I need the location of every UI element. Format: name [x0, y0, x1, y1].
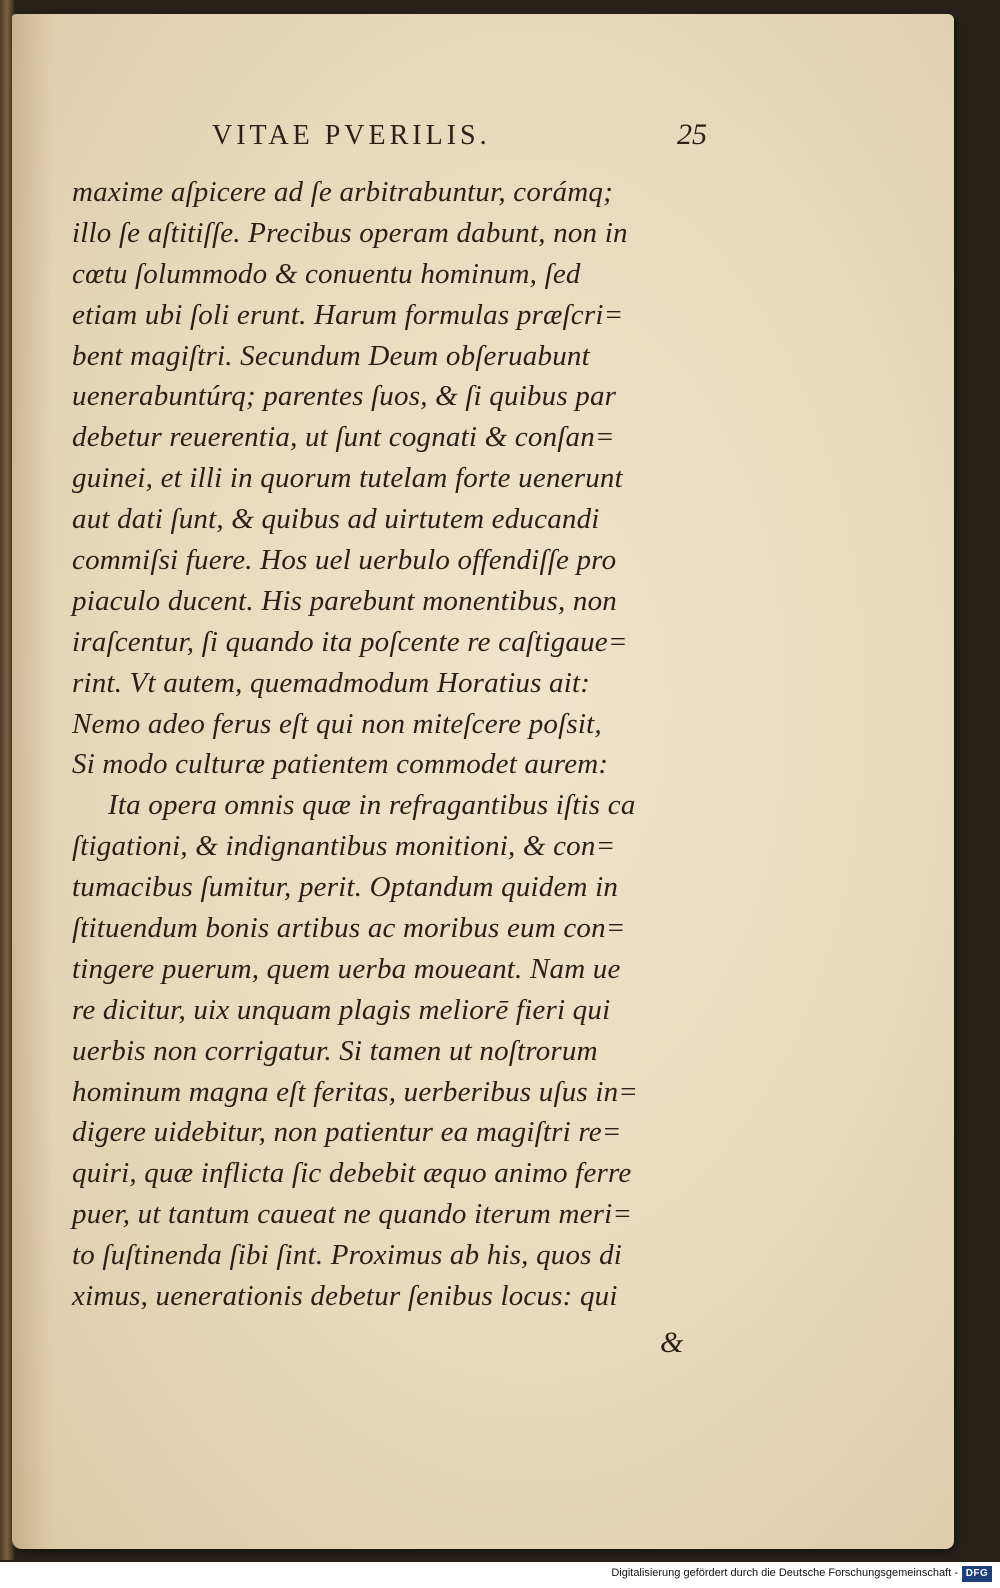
text-line: illo ſe aſtitiſſe. Precibus operam dabunt, non in — [72, 216, 628, 249]
book-page — [12, 14, 954, 1549]
page-number: 25 — [677, 118, 707, 151]
text-line: re dicitur, uix unquam plagis meliorē fieri qui — [72, 993, 611, 1026]
text-line: digere uidebitur, non patientur ea magiſtri re= — [72, 1116, 622, 1149]
verse-line: Nemo adeo ferus eſt qui non miteſcere poſsit, — [72, 707, 602, 740]
text-line: cœtu ſolummodo & conuentu hominum, ſed — [72, 257, 581, 290]
text-line: uerbis non corrigatur. Si tamen ut noſtrorum — [72, 1034, 598, 1067]
text-line: rint. Vt autem, quemadmodum Horatius ait: — [72, 666, 591, 699]
text-line: commiſsi fuere. Hos uel uerbulo offendiſſe pro — [72, 544, 617, 577]
text-line: bent magiſtri. Secundum Deum obſeruabunt — [72, 339, 590, 372]
body-text — [72, 172, 732, 1317]
text-line: maxime aſpicere ad ſe arbitrabuntur, corámq; — [72, 176, 613, 208]
dfg-logo: DFG — [962, 1566, 992, 1582]
text-line: guinei, et illi in quorum tutelam forte uenerunt — [72, 462, 623, 495]
text-line: aut dati ſunt, & quibus ad uirtutem educandi — [72, 503, 600, 536]
text-line: ſtigationi, & indignantibus monitioni, & con= — [72, 830, 616, 863]
text-line: tingere puerum, quem uerba moueant. Nam ue — [72, 952, 621, 985]
text-line: puer, ut tantum caueat ne quando iterum meri= — [72, 1198, 633, 1231]
digitization-footer — [0, 1562, 1000, 1588]
page-fold-shadow — [12, 14, 52, 1549]
paragraph-start-line: Ita opera omnis quæ in refragantibus iſtis ca — [108, 789, 636, 822]
text-line: piaculo ducent. His parebunt monentibus, non — [72, 584, 617, 617]
running-title: VITAE PVERILIS. — [212, 120, 491, 151]
text-line: ſtituendum bonis artibus ac moribus eum con= — [72, 912, 626, 945]
text-line: quiri, quæ inflicta ſic debebit æquo animo ferre — [72, 1157, 632, 1190]
text-line: ximus, uenerationis debetur ſenibus locus: qui — [72, 1280, 618, 1313]
text-line: tumacibus ſumitur, perit. Optandum quidem in — [72, 871, 619, 904]
catchword: & — [660, 1326, 684, 1359]
text-line: debetur reuerentia, ut ſunt cognati & conſan= — [72, 421, 615, 454]
text-line: iraſcentur, ſi quando ita poſcente re caſtigaue= — [72, 625, 628, 658]
text-line: hominum magna eſt feritas, uerberibus uſus in= — [72, 1075, 639, 1108]
text-line: uenerabuntúrq; parentes ſuos, & ſi quibus par — [72, 380, 617, 413]
text-line: to ſuſtinenda ſibi ſint. Proximus ab his, quos di — [72, 1239, 623, 1272]
text-line: etiam ubi ſoli erunt. Harum formulas præſcri= — [72, 298, 624, 331]
verse-line: Si modo culturæ patientem commodet aurem: — [72, 748, 609, 781]
funding-credit: Digitalisierung gefördert durch die Deutsche Forschungsgemeinschaft - — [611, 1567, 958, 1579]
page-header — [212, 116, 732, 160]
